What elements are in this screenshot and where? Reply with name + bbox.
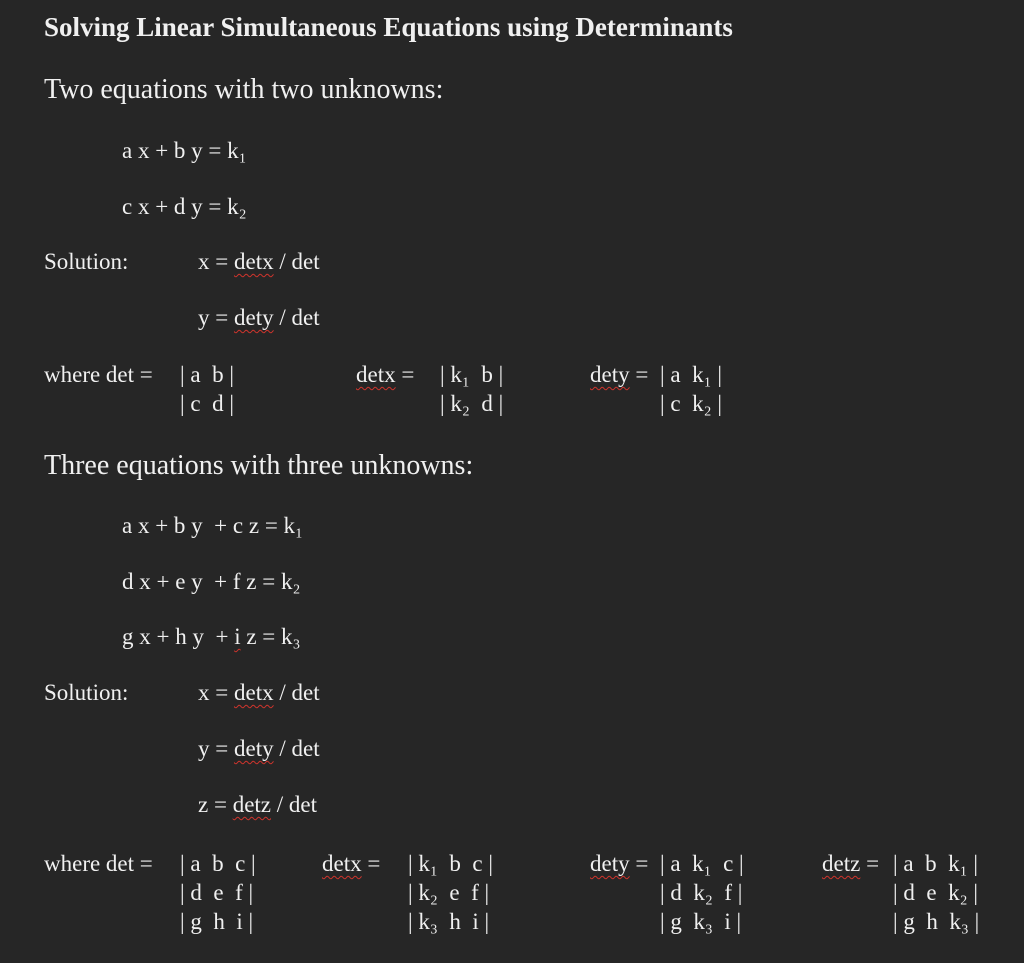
solution-line: x = detx / det <box>198 249 320 274</box>
solution-label: Solution: <box>44 249 129 274</box>
matrix-row: | g h i | <box>180 909 254 934</box>
matrix-row: | a b | <box>180 362 234 387</box>
detz-label: detz = <box>822 851 885 876</box>
matrix-row: | k₁ b | <box>440 362 504 387</box>
matrix-row: | a k₁ | <box>660 362 722 387</box>
section-heading-three-equations: Three equations with three unknowns: <box>44 450 474 481</box>
solution-line: y = dety / det <box>198 736 320 761</box>
solution-line: z = detz / det <box>198 792 317 817</box>
detx-label: detx = <box>356 362 421 387</box>
where-det-label: where det = <box>44 362 159 387</box>
matrix-row: | c k₂ | <box>660 391 722 416</box>
matrix-row: | d e f | <box>180 880 254 905</box>
matrix-row: | g h k₃ | <box>893 909 980 934</box>
dety-label: dety = <box>590 362 655 387</box>
dety-label: dety = <box>590 851 655 876</box>
solution-label: Solution: <box>44 680 129 705</box>
matrix-row: | k₃ h i | <box>408 909 490 934</box>
matrix-row: | k₂ e f | <box>408 880 490 905</box>
matrix-row: | a k₁ c | <box>660 851 744 876</box>
section-heading-two-equations: Two equations with two unknowns: <box>44 74 444 105</box>
page-title: Solving Linear Simultaneous Equations using Determinants <box>44 12 733 42</box>
solution-line: y = dety / det <box>198 305 320 330</box>
matrix-row: | a b c | <box>180 851 256 876</box>
equation-line: g x + h y + i z = k₃ <box>122 624 301 649</box>
matrix-row: | k₁ b c | <box>408 851 493 876</box>
equation-line: a x + b y = k₁ <box>122 138 247 163</box>
solution-line: x = detx / det <box>198 680 320 705</box>
matrix-row: | a b k₁ | <box>893 851 978 876</box>
matrix-row: | d k₂ f | <box>660 880 743 905</box>
equation-line: c x + d y = k₂ <box>122 194 247 219</box>
detx-label: detx = <box>322 851 387 876</box>
matrix-row: | g k₃ i | <box>660 909 742 934</box>
where-det-label: where det = <box>44 851 159 876</box>
matrix-row: | d e k₂ | <box>893 880 978 905</box>
matrix-row: | k₂ d | <box>440 391 504 416</box>
matrix-row: | c d | <box>180 391 234 416</box>
equation-line: d x + e y + f z = k₂ <box>122 569 301 594</box>
equation-line: a x + b y + c z = k₁ <box>122 513 304 538</box>
